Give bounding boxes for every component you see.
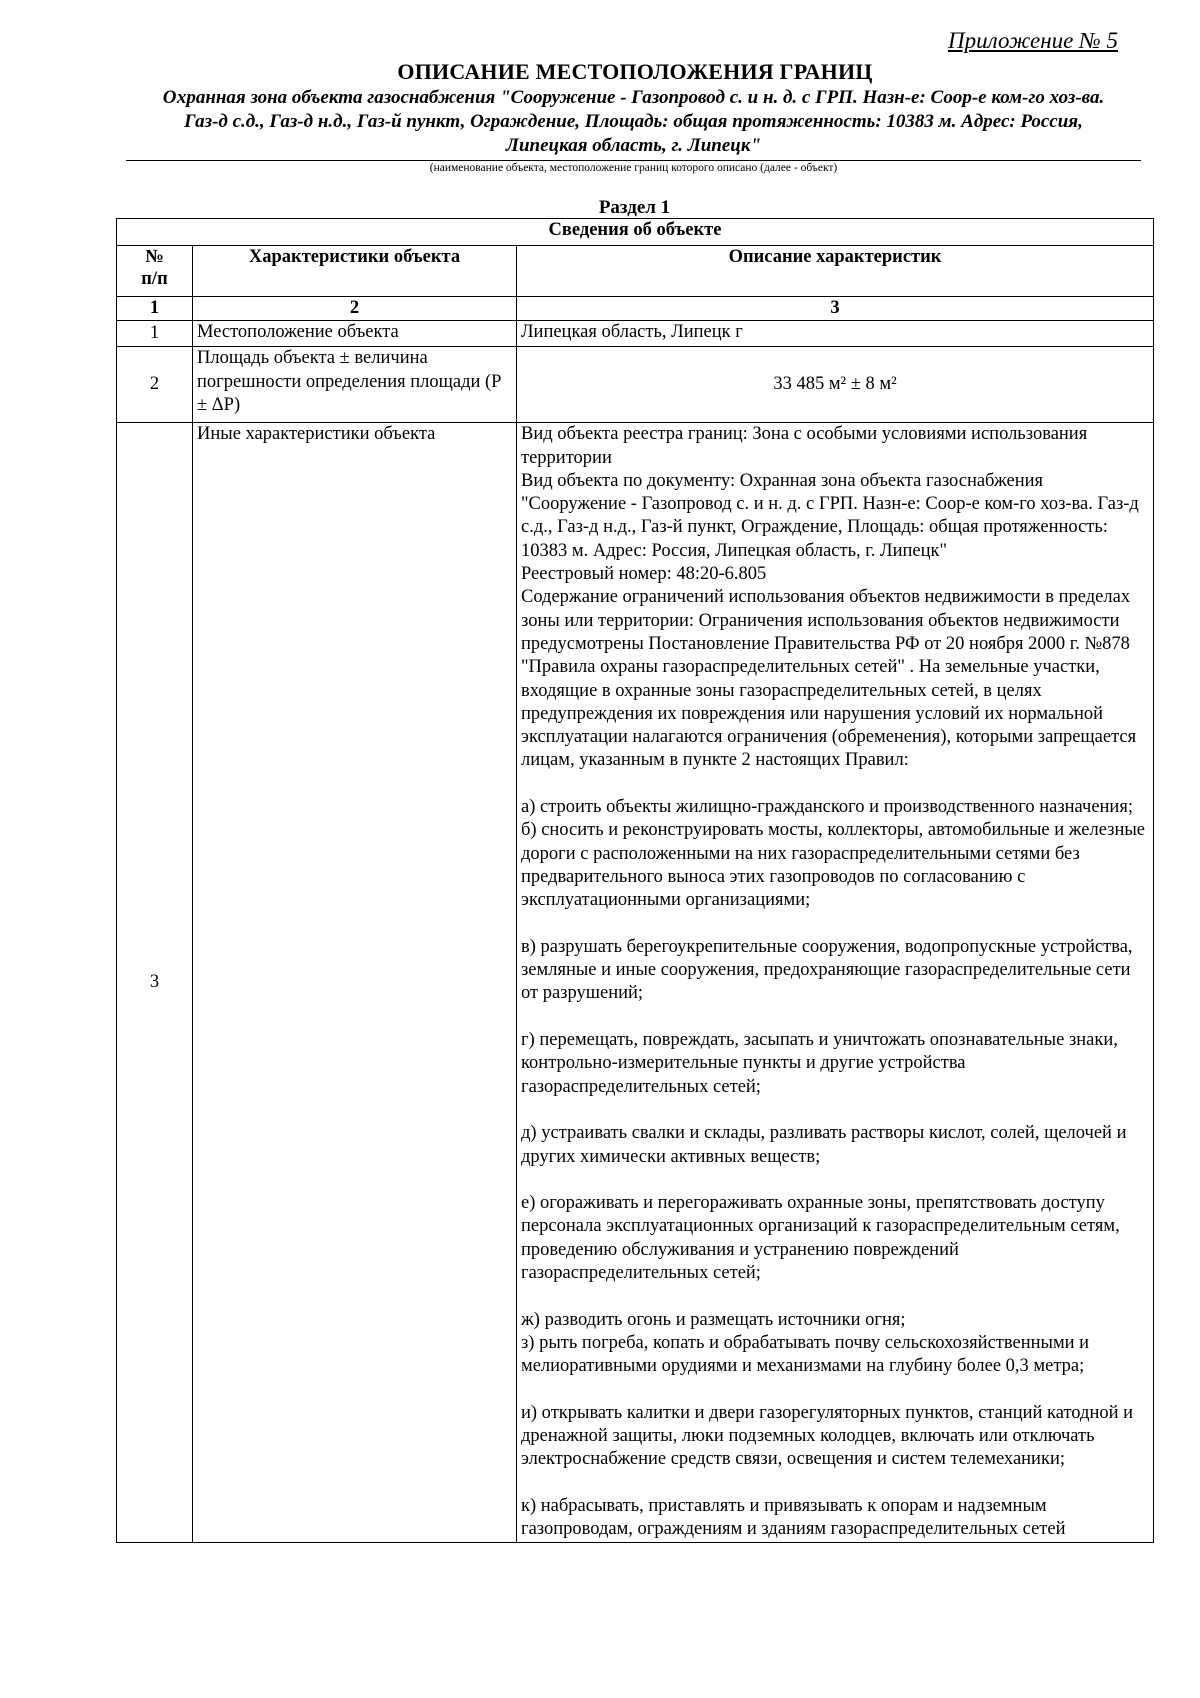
column-number-3: 3 <box>517 297 1154 321</box>
object-name <box>126 86 1141 158</box>
table-row <box>117 347 1154 423</box>
column-number-2: 2 <box>193 297 517 321</box>
object-name-caption: (наименование объекта, местоположение границ которого описано (далее - объект) <box>429 162 838 174</box>
object-name-line-2: Газ-д с.д., Газ-д н.д., Газ-й пункт, Ограждение, Площадь: общая протяженность: 10383 м. Адрес: Россия, <box>184 111 1083 132</box>
row-characteristic: Местоположение объекта <box>193 321 517 347</box>
description-paragraph: в) разрушать берегоукрепительные сооружения, водопропускные устройства, земляные и иные сооружения, предохраняющие газораспределительные сети от разрушений; <box>521 936 1133 1004</box>
description-paragraph: д) устраивать свалки и склады, разливать растворы кислот, солей, щелочей и других химически активных веществ; <box>521 1123 1127 1167</box>
description-paragraph: Вид объекта реестра границ: Зона с особыми условиями использования территории Вид объекта по документу: Охранная зона объекта газоснабжения "Сооружение - Газопровод с. и н. д. с ГРП. Назн-е: Соор-е ком-го хоз-ва. Газ-д с.д., Газ-д н.д., Газ-й пункт, Ограждение, Площадь: общая протяженность: 10383 м. Адрес: Россия, Липецкая область, г. Липецк" Реестровый номер: 48:20-6.805 Содержание ограничений использования объектов недвижимости в пределах зоны или территории: Ограничения использования объектов недвижимости предусмотрены Постановление Правительства РФ от 20 ноября 2000 г. №878 "Правила охраны газораспределительных сетей" . На земельные участки, входящие в охранные зоны газораспределительных сетей, в целях предупреждения их повреждения или нарушения условий их нормальной эксплуатации налагаются ограничения (обременения), которыми запрещается лицам, указанным в пункте 2 настоящих Правил: <box>521 424 1139 771</box>
object-name-underline <box>126 160 1141 161</box>
column-header-number: № п/п <box>117 246 193 297</box>
object-name-line-1: Охранная зона объекта газоснабжения "Сооружение - Газопровод с. и н. д. с ГРП. Назн-е: Соор-е ком-го хоз-ва. <box>162 87 1105 108</box>
description-paragraph: к) набрасывать, приставлять и привязывать к опорам и надземным газопроводам, ограждениям и зданиям газораспределительных сетей <box>521 1495 1066 1540</box>
column-header-description: Описание характеристик <box>517 246 1154 297</box>
row-number: 2 <box>117 347 193 423</box>
table-row <box>117 423 1154 1542</box>
table-row <box>117 321 1154 347</box>
object-info-table <box>116 218 1154 1543</box>
row-number: 1 <box>117 321 193 347</box>
row-description <box>517 423 1154 1542</box>
appendix-label: Приложение № 5 <box>948 28 1118 53</box>
description-paragraph: а) строить объекты жилищно-гражданского и производственного назначения; б) сносить и реконструировать мосты, коллекторы, автомобильные и железные дороги с расположенными на них газораспределительными сетями без предварительного выноса этих газопроводов по согласованию с эксплуатационными организациями; <box>521 797 1146 911</box>
description-paragraph: е) огораживать и перегораживать охранные зоны, препятствовать доступу персонала эксплуатационных организаций к газораспределительным сетям, проведению обслуживания и устранению повреждений газораспределительных сетей; <box>521 1193 1120 1283</box>
table-title: Сведения об объекте <box>117 219 1154 246</box>
row-characteristic: Площадь объекта ± величина погрешности определения площади (P ± ΔP) <box>193 347 517 423</box>
row-number: 3 <box>117 423 193 1542</box>
description-paragraph: и) открывать калитки и двери газорегуляторных пунктов, станций катодной и дренажной защиты, люки подземных колодцев, включать или отключать электроснабжение средств связи, освещения и систем телемеханики; <box>521 1402 1134 1470</box>
description-paragraph: ж) разводить огонь и размещать источники огня; з) рыть погреба, копать и обрабатывать почву сельскохозяйственными и мелиоративными орудиями и механизмами на глубину более 0,3 метра; <box>521 1309 1090 1377</box>
column-number-1: 1 <box>117 297 193 321</box>
row-description: 33 485 м² ± 8 м² <box>517 347 1154 423</box>
description-paragraph: г) перемещать, повреждать, засыпать и уничтожать опознавательные знаки, контрольно-измерительные пункты и другие устройства газораспределительных сетей; <box>521 1030 1118 1097</box>
row-characteristic: Иные характеристики объекта <box>193 423 517 1542</box>
document-title: ОПИСАНИЕ МЕСТОПОЛОЖЕНИЯ ГРАНИЦ <box>397 59 873 84</box>
object-name-line-3: Липецкая область, г. Липецк" <box>505 135 762 156</box>
column-header-characteristic: Характеристики объекта <box>193 246 517 297</box>
section-title: Раздел 1 <box>598 197 671 218</box>
row-description: Липецкая область, Липецк г <box>517 321 1154 347</box>
